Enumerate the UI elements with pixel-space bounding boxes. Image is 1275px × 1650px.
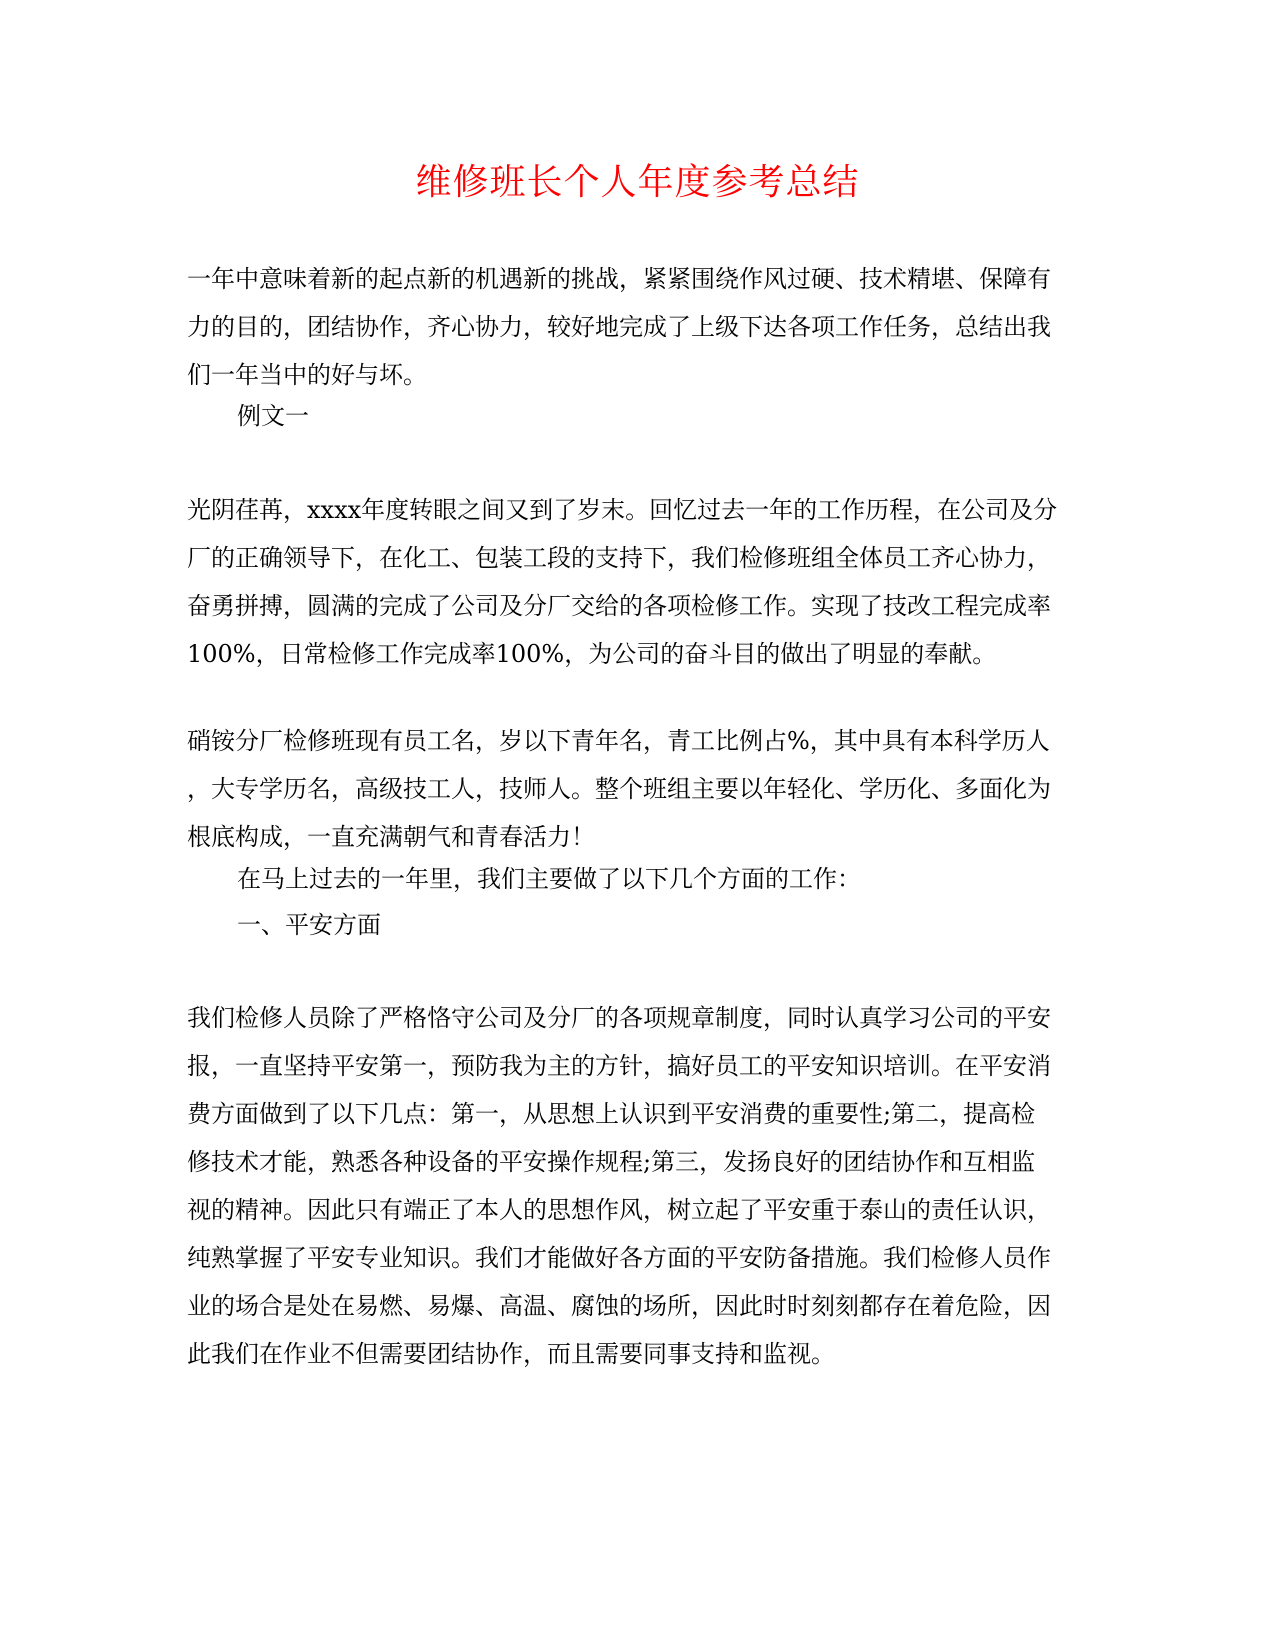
section-1-heading-text: 一、平安方面: [237, 911, 381, 939]
intro-paragraph: [187, 255, 1087, 399]
paragraph-2-line-2: ，大专学历名，高级技工人，技师人。整个班组主要以年轻化、学历化、多面化为: [187, 775, 1051, 803]
paragraph-2: [187, 717, 1087, 861]
intro-line-3: 们一年当中的好与坏。: [187, 361, 427, 389]
section-1-heading: [187, 901, 1087, 949]
example-label-text: 例文一: [237, 402, 309, 430]
paragraph-4: [187, 994, 1087, 1378]
intro-line-2: 力的目的，团结协作，齐心协力，较好地完成了上级下达各项工作任务，总结出我: [187, 313, 1051, 341]
paragraph-2-line-3: 根底构成，一直充满朝气和青春活力！: [187, 823, 595, 851]
paragraph-4-line-1: 我们检修人员除了严格恪守公司及分厂的各项规章制度，同时认真学习公司的平安: [187, 1004, 1051, 1032]
paragraph-1-line-2: 厂的正确领导下，在化工、包装工段的支持下，我们检修班组全体员工齐心协力，: [187, 544, 1051, 572]
paragraph-4-line-6: 纯熟掌握了平安专业知识。我们才能做好各方面的平安防备措施。我们检修人员作: [187, 1244, 1051, 1272]
paragraph-4-line-8: 此我们在作业不但需要团结协作，而且需要同事支持和监视。: [187, 1340, 835, 1368]
paragraph-4-line-2: 报，一直坚持平安第一，预防我为主的方针，搞好员工的平安知识培训。在平安消: [187, 1052, 1051, 1080]
paragraph-1-line-3: 奋勇拼搏，圆满的完成了公司及分厂交给的各项检修工作。实现了技改工程完成率: [187, 592, 1051, 620]
document-title: 维修班长个人年度参考总结: [415, 162, 860, 203]
paragraph-4-line-4: 修技术才能，熟悉各种设备的平安操作规程;第三，发扬良好的团结协作和互相监: [187, 1148, 1036, 1176]
paragraph-4-line-3: 费方面做到了以下几点：第一，从思想上认识到平安消费的重要性;第二，提高检: [187, 1100, 1036, 1128]
paragraph-4-line-7: 业的场合是处在易燃、易爆、高温、腐蚀的场所，因此时时刻刻都存在着危险，因: [187, 1292, 1051, 1320]
paragraph-4-line-5: 视的精神。因此只有端正了本人的思想作风，树立起了平安重于泰山的责任认识，: [187, 1196, 1051, 1224]
paragraph-1-line-1: 光阴荏苒，xxxx年度转眼之间又到了岁末。回忆过去一年的工作历程，在公司及分: [187, 496, 1058, 524]
paragraph-3: [187, 855, 1087, 903]
paragraph-2-line-1: 硝铵分厂检修班现有员工名，岁以下青年名，青工比例占%，其中具有本科学历人: [187, 727, 1050, 755]
paragraph-1-line-4: 100%，日常检修工作完成率100%，为公司的奋斗目的做出了明显的奉献。: [187, 640, 997, 668]
example-label: [187, 392, 1087, 440]
intro-line-1: 一年中意味着新的起点新的机遇新的挑战，紧紧围绕作风过硬、技术精堪、保障有: [187, 265, 1051, 293]
paragraph-1: [187, 486, 1087, 678]
paragraph-3-text: 在马上过去的一年里，我们主要做了以下几个方面的工作：: [237, 865, 861, 893]
